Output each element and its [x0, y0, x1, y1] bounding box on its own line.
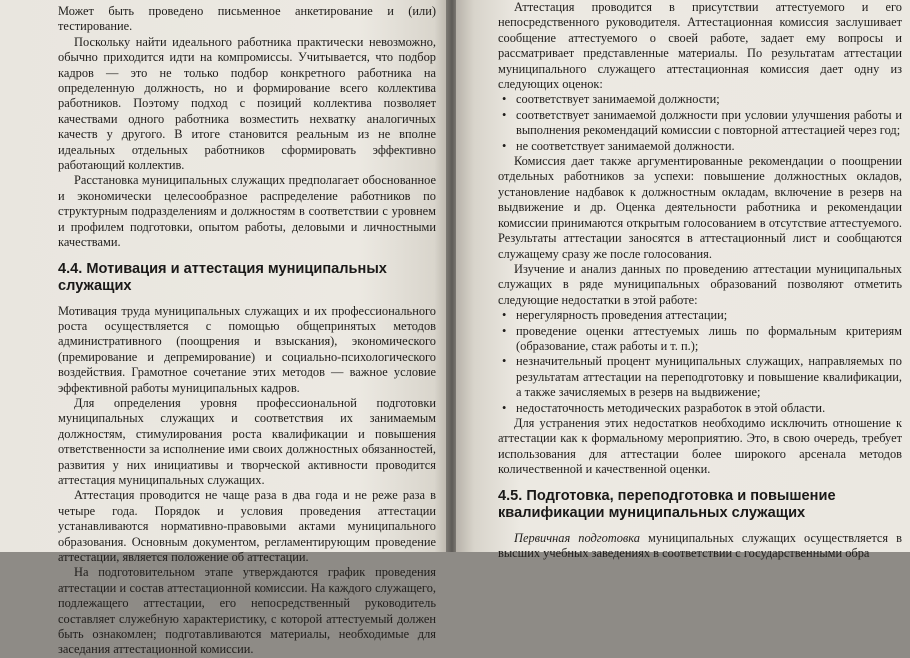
rating-list — [498, 92, 902, 154]
shortcomings-list — [498, 308, 902, 416]
list-item: • нерегулярность проведения аттестации; — [498, 308, 902, 323]
list-item: • соответствует занимаемой должности при условии улучшения работы и выполнения рекомендаций комиссии с повторной аттестацией через год; — [498, 108, 902, 139]
section-heading-4-5: 4.5. Подготовка, переподготовка и повышение квалификации муниципальных служащих — [498, 487, 836, 521]
paragraph-text: муниципальных служащих осуществляется в высших учебных заведениях в соответствии с государственными обра — [498, 530, 902, 560]
paragraph: Может быть проведено письменное анкетирование и (или) тестирование. — [58, 4, 436, 34]
list-item: • незначительный процент муниципальных служащих, направляемых по результатам аттестации на переподготовку и повышение квалификации, а также зачисляемых в резерв на выдвижение; — [498, 354, 902, 400]
paragraph: На подготовительном этапе утверждаются график проведения аттестации и состав аттестационной комиссии. На каждого служащего, подлежащего аттестации, его непосредственный руководитель составляет служебную характеристику, с которой аттестуемый должен быть ознакомлен; подготавливаются материалы, необходимые для заседания аттестационной комиссии. — [58, 565, 436, 657]
list-item: • недостаточность методических разработок в этой области. — [498, 401, 902, 416]
section-heading-4-4: 4.4. Мотивация и аттестация муниципальных служащих — [58, 260, 387, 294]
list-item: • проведение оценки аттестуемых лишь по формальным критериям (образование, стаж работы и т. п.); — [498, 324, 902, 355]
emphasis-text: Первичная подготовка — [514, 530, 640, 545]
list-item: • не соответствует занимаемой должности. — [498, 139, 902, 154]
list-item: • соответствует занимаемой должности; — [498, 92, 902, 107]
paragraph: Для определения уровня профессиональной подготовки муниципальных служащих и соответствия их занимаемым должностям, стимулирования роста квалификации и повышения ответственности за исполнение ими своих должностных обязанностей, развития у них инициативы и творческой активности проводится аттестация муниципальных служащих. — [58, 395, 436, 487]
right-page — [456, 0, 910, 560]
paragraph: Расстановка муниципальных служащих предполагает обоснованное и экономически целесообразное распределение работников по структурным подразделениям и должностям в соответствии с уровнем и профилем подготовки, опытом работы, деловыми и личностными качествами. — [58, 173, 436, 250]
paragraph: Аттестация проводится в присутствии аттестуемого и его непосредственного руководителя. Аттестационная комиссия заслушивает сообщение аттестуемого о своей работе, задает ему вопросы и рассматривает представленные материалы. По результатам аттестации муниципального служащего аттестационная комиссия дает одну из следующих оценок: — [498, 0, 902, 92]
paragraph — [498, 531, 902, 562]
paragraph: Для устранения этих недостатков необходимо исключить отношение к аттестации как к формальному мероприятию. Это, в свою очередь, требует использования для аттестации более широкого арсенала методов количественной и качественной оценки. — [498, 415, 902, 477]
paragraph: Изучение и анализ данных по проведению аттестации муниципальных служащих в ряде муниципальных образований позволяют отметить следующие недостатки в этой работе: — [498, 261, 902, 307]
paragraph: Аттестация проводится не чаще раза в два года и не реже раза в четыре года. Порядок и условия проведения аттестации устанавливаются нормативно-правовыми актами муниципального образования. Основным документом, регламентирующим проведение аттестации, является положение об аттестации. — [58, 488, 436, 564]
paragraph: Поскольку найти идеального работника практически невозможно, обычно приходится идти на компромиссы. Учитывается, что подбор кадров — это не только подбор конкретного работника на определенную должность, но и формирование всего коллектива работников. Поэтому подход с позиций коллектива позволяет качествами одного работника возместить нехватку аналогичных качеств у другого. В итоге становится реальным из не вполне идеальных отдельных работников сформировать эффективно работающий коллектив. — [58, 34, 436, 173]
paragraph: Комиссия дает также аргументированные рекомендации о поощрении отдельных работников за успехи: повышение должностных окладов, установление надбавок к должностным окладам, включение в резерв на выдвижение и др. Оценка деятельности работника и рекомендации комиссии принимаются открытым голосованием в отсутствие аттестуемого. Результаты аттестации заносятся в аттестационный лист и сообщаются служащему сразу же после голосования. — [498, 154, 902, 261]
left-page — [0, 0, 448, 657]
paragraph: Мотивация труда муниципальных служащих и их профессионального роста осуществляется с помощью общепринятых методов административного (поощрения и взыскания), экономического (премирование и депремирование) и социально-психологического воздействия. Грамотное сочетание этих методов — важное условие эффективной работы муниципальных кадров. — [58, 303, 436, 395]
